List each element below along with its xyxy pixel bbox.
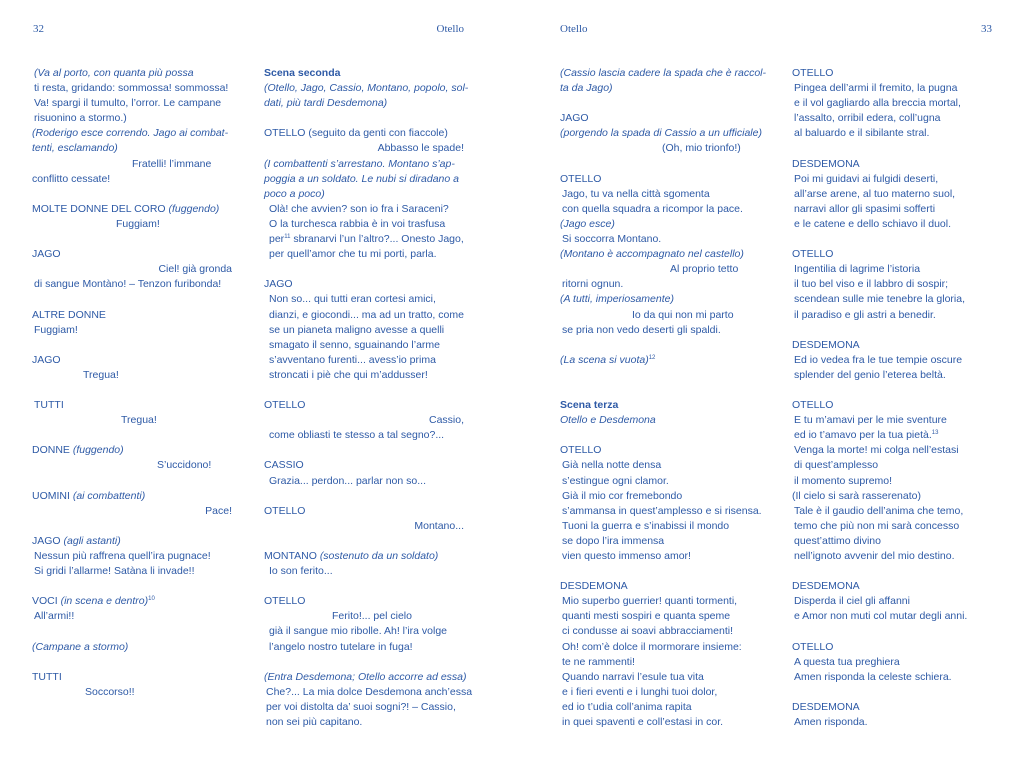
speaker: TUTTI — [34, 399, 64, 412]
verse-line: Ed io vedea fra le tue tempie oscure — [794, 353, 963, 366]
verse-line — [264, 232, 464, 247]
blank-line — [32, 474, 232, 489]
verse-line: quest’attimo divino — [794, 534, 881, 547]
blank-line — [560, 383, 760, 398]
verse-line: Tregua! — [121, 414, 157, 427]
stage-direction: (Jago esce) — [560, 217, 615, 230]
stage-direction: (porgendo la spada di Cassio a un ufficiale) — [560, 127, 762, 140]
verse-line: se pria non vedo deserti gli spaldi. — [562, 323, 721, 336]
verse-line: e Amor non muti col mutar degli anni. — [794, 610, 968, 623]
scene-title: Scena seconda — [264, 67, 341, 79]
blank-line — [32, 292, 232, 307]
verse-line: già il sangue mio ribolle. Ah! l’ira volge — [269, 625, 448, 638]
verse-line: Oh! com’è dolce il mormorare insieme: — [562, 640, 742, 653]
text-column-2 — [264, 66, 473, 730]
stage-direction: (fuggendo) — [168, 202, 220, 215]
verse-line: splender del genio l’eterea beltà. — [794, 368, 946, 381]
verse-line: per quell’amor che tu mi porti, parla. — [269, 248, 437, 261]
blank-line — [32, 338, 232, 353]
verse-line: temo che più non mi sarà concesso — [794, 519, 960, 532]
speaker: OTELLO — [792, 67, 834, 79]
speaker-name: JAGO — [32, 534, 64, 547]
verse-text: ed io t’amavo per la tua pietà. — [794, 429, 932, 442]
speaker — [32, 202, 232, 217]
verse-line: se un pianeta maligno avesse a quelli — [269, 323, 445, 336]
speaker: DESDEMONA — [792, 338, 860, 351]
verse-line: quanti mesti sospiri e quanta speme — [562, 610, 731, 623]
blank-line — [32, 624, 232, 639]
speaker-name: MOLTE DONNE DEL CORO — [32, 202, 169, 215]
footnote-ref: 12 — [648, 354, 656, 361]
verse-line: ed io t’udia coll’anima rapita — [562, 700, 692, 713]
stage-direction: Otello e Desdemona — [560, 414, 656, 427]
verse-line: ti resta, gridando: sommossa! sommossa! — [34, 82, 229, 95]
page-number: 33 — [981, 23, 992, 35]
speaker: OTELLO — [264, 595, 306, 608]
speaker: DESDEMONA — [560, 580, 628, 593]
verse-line: smagato il senno, sguainando l’arme — [269, 338, 441, 351]
verse-line: Poi mi guidavi ai fulgidi deserti, — [794, 172, 939, 185]
blank-line — [560, 564, 760, 579]
verse-line: Ferito!... pel cielo — [332, 610, 412, 623]
stage-direction: ta da Jago) — [560, 82, 613, 95]
verse-line: per voi distolta da’ suoi sogni?! – Cassio, — [266, 700, 456, 713]
verse-line: Al proprio tetto — [670, 263, 739, 276]
verse-line: Si gridi l’allarme! Satàna li invade!! — [34, 565, 195, 578]
stage-direction: (Otello, Jago, Cassio, Montano, popolo, sol- — [264, 82, 469, 95]
footnote-ref: 13 — [931, 430, 939, 437]
speaker: OTELLO — [560, 444, 602, 457]
blank-line — [264, 111, 464, 126]
stage-direction: (agli astanti) — [63, 534, 121, 547]
speaker — [32, 443, 232, 458]
stage-direction: (sostenuto da un soldato) — [319, 550, 439, 562]
verse-line: Mio superbo guerrier! quanti tormenti, — [562, 595, 738, 608]
verse-line: Amen risponda. — [794, 716, 868, 729]
speaker: OTELLO — [264, 399, 306, 412]
speaker: OTELLO — [560, 172, 602, 185]
blank-line — [560, 428, 760, 443]
verse-line: Disperda il ciel gli affanni — [794, 595, 910, 608]
verse-line: il momento supremo! — [794, 474, 893, 487]
verse-line: Pace! — [205, 504, 232, 517]
verse-line: Tregua! — [83, 368, 119, 381]
verse-line: Pingea dell’armi il fremito, la pugna — [794, 82, 958, 95]
verse-line: Fuggiam! — [116, 217, 160, 230]
verse-line: Amen risponda la celeste schiera. — [794, 670, 952, 683]
stage-direction-line — [560, 353, 760, 368]
verse-line: s’estingue ogni clamor. — [562, 474, 669, 487]
verse-line: il paradiso e gli astri a benedir. — [794, 308, 936, 321]
verse-line: Abbasso le spade! — [377, 142, 464, 155]
footnote-ref: 10 — [148, 596, 155, 603]
blank-line — [264, 579, 464, 594]
verse-line: nell’ignoto avvenir del mio destino. — [794, 550, 955, 562]
verse-line: e il vol gagliardo alla breccia mortal, — [794, 97, 961, 110]
speaker: ALTRE DONNE — [32, 308, 106, 321]
verse-line: stroncati i piè che qui m’addusser! — [269, 368, 428, 381]
verse-line: vien questo immenso amor! — [562, 550, 691, 562]
blank-line — [560, 338, 760, 353]
blank-line — [264, 443, 464, 458]
verse-line: Tale è il gaudio dell’anima che temo, — [794, 504, 964, 517]
verse-line: al baluardo e il sibilante stral. — [794, 127, 930, 140]
text-column-1 — [32, 66, 232, 700]
verse-line: All’armi!! — [34, 610, 75, 623]
blank-line — [792, 624, 992, 639]
speaker — [32, 489, 232, 504]
blank-line — [32, 579, 232, 594]
verse-line: Grazia... perdon... parlar non so... — [269, 474, 426, 487]
speaker: DESDEMONA — [792, 700, 860, 713]
verse-line: Io da qui non mi parto — [632, 308, 734, 321]
verse-line: ci condusse ai soavi abbracciamenti! — [562, 625, 734, 638]
verse-line: Va! spargi il tumulto, l’orror. Le campane — [34, 97, 222, 110]
verse-line: se dopo l’ira immensa — [562, 534, 665, 547]
blank-line — [264, 655, 464, 670]
verse-line: (Oh, mio trionfo!) — [662, 142, 741, 155]
verse-line: come obliasti te stesso a tal segno?... — [269, 429, 445, 442]
verse-line: non sei più capitano. — [266, 716, 363, 729]
page-number: 32 — [33, 23, 44, 35]
blank-line — [264, 262, 464, 277]
verse-line: Montano... — [414, 519, 464, 532]
verse-line: Si soccorra Montano. — [562, 233, 662, 246]
blank-line — [792, 323, 992, 338]
stage-direction: poco a poco) — [264, 187, 325, 200]
scene-title: Scena terza — [560, 399, 619, 412]
blank-line — [792, 383, 992, 398]
verse-line: s’ammansa in quest’amplesso e si risensa. — [562, 504, 762, 517]
verse-text: sbranarvi l’un l’altro?... Onesto Jago, — [290, 233, 464, 246]
speaker — [32, 594, 232, 609]
speaker — [264, 549, 464, 564]
running-head: Otello — [436, 23, 464, 35]
speaker: OTELLO — [792, 640, 834, 653]
stage-direction: (Roderigo esce correndo. Jago ai combat- — [32, 127, 229, 140]
stage-direction: (La scena si vuota) — [560, 353, 649, 366]
stage-direction: (Va al porto, con quanta più possa — [34, 67, 194, 79]
verse-line: Ciel! già gronda — [158, 263, 232, 276]
speaker: OTELLO (seguito da genti con fiaccole) — [264, 127, 448, 140]
verse-line: S’uccidono! — [157, 459, 212, 472]
verse-line: di sangue Montàno! – Tenzon furibonda! — [34, 278, 222, 291]
stage-direction: (A tutti, imperiosamente) — [560, 293, 674, 306]
blank-line — [792, 685, 992, 700]
verse-line: con quella squadra a ricompor la pace. — [562, 202, 743, 215]
verse-line: Già il mio cor fremebondo — [562, 489, 683, 502]
stage-direction: (Entra Desdemona; Otello accorre ad essa) — [264, 670, 467, 683]
verse-line: scendean sulle mie tenebre la gloria, — [794, 293, 966, 306]
stage-direction: (Il cielo si sarà rasserenato) — [792, 489, 921, 502]
stage-direction: (Campane a stormo) — [32, 640, 129, 653]
verse-line: risuonino a stormo.) — [34, 112, 127, 125]
stage-direction: dati, più tardi Desdemona) — [264, 97, 388, 110]
speaker: OTELLO — [264, 504, 306, 517]
verse-line: Tuoni la guerra e s’inabissi il mondo — [562, 519, 730, 532]
stage-direction: tenti, esclamando) — [32, 142, 118, 155]
verse-line: all’arse arene, al tuo materno suol, — [794, 187, 956, 200]
verse-line: Già nella notte densa — [562, 459, 662, 472]
speaker: JAGO — [560, 112, 589, 125]
verse-line: dianzi, e giocondi... ma ad un tratto, come — [269, 308, 464, 321]
verse-line: in quei spaventi e coll’estasi in cor. — [562, 716, 724, 729]
verse-line: O la turchesca rabbia è in voi trasfusa — [269, 217, 446, 230]
blank-line — [560, 368, 760, 383]
verse-line: s’avventano furenti... avess’io prima — [269, 353, 436, 366]
blank-line — [264, 489, 464, 504]
verse-line: Nessun più raffrena quell’ira pugnace! — [34, 550, 211, 562]
speaker: JAGO — [32, 353, 61, 366]
verse-line: il tuo bel viso e il labbro di sospir; — [794, 278, 949, 291]
verse-line: Olà! che avvien? son io fra i Saraceni? — [269, 202, 449, 215]
blank-line — [32, 232, 232, 247]
blank-line — [264, 383, 464, 398]
speaker: DESDEMONA — [792, 157, 860, 170]
speaker: TUTTI — [32, 670, 62, 683]
stage-direction: poggia a un soldato. Le nubi si diradano a — [264, 172, 459, 185]
speaker: DESDEMONA — [792, 580, 860, 593]
stage-direction: (in scena e dentro) — [60, 595, 149, 608]
blank-line — [32, 519, 232, 534]
stage-direction: (I combattenti s’arrestano. Montano s’ap- — [264, 157, 455, 170]
blank-line — [792, 141, 992, 156]
verse-line: Fuggiam! — [34, 323, 78, 336]
verse-line — [792, 428, 992, 443]
blank-line — [32, 428, 232, 443]
speaker — [32, 534, 232, 549]
verse-line: A questa tua preghiera — [794, 655, 900, 668]
verse-line: Jago, tu va nella città sgomenta — [562, 187, 710, 200]
verse-line: ritorni ognun. — [562, 278, 624, 291]
verse-line: Cassio, — [428, 414, 464, 427]
speaker: JAGO — [32, 248, 61, 261]
verse-line: e i fieri eventi e i lunghi tuoi dolor, — [562, 685, 718, 698]
speaker-name: VOCI — [32, 595, 61, 608]
verse-line: Soccorso!! — [85, 685, 135, 698]
right-page — [512, 0, 1024, 768]
blank-line — [32, 383, 232, 398]
verse-line: narravi allor gli spasimi sofferti — [794, 202, 936, 215]
blank-line — [32, 655, 232, 670]
blank-line — [32, 187, 232, 202]
stage-direction: (fuggendo) — [72, 444, 124, 457]
verse-text: per — [269, 233, 285, 246]
blank-line — [264, 534, 464, 549]
verse-line: Ingentilia di lagrime l’istoria — [794, 263, 921, 276]
verse-line: Fratelli! l’immane — [132, 157, 212, 170]
blank-line — [792, 232, 992, 247]
speaker-name: MONTANO — [264, 550, 320, 562]
verse-line: l’assalto, orribil edera, coll’ugna — [794, 112, 941, 125]
verse-line: e le catene e dello schiavo il duol. — [794, 217, 952, 230]
verse-line: di quest’amplesso — [794, 459, 879, 472]
blank-line — [792, 564, 992, 579]
verse-line: Che?... La mia dolce Desdemona anch’essa — [266, 685, 473, 698]
speaker-name: UOMINI — [32, 489, 73, 502]
verse-line: Quando narravi l’esule tua vita — [562, 670, 704, 683]
verse-line: Non so... qui tutti eran cortesi amici, — [269, 293, 436, 306]
verse-line: te ne rammenti! — [562, 655, 635, 668]
verse-line: Io son ferito... — [269, 565, 333, 578]
speaker-name: DONNE — [32, 444, 73, 457]
speaker: OTELLO — [792, 248, 834, 261]
running-head: Otello — [560, 23, 588, 35]
blank-line — [560, 96, 760, 111]
stage-direction: (ai combattenti) — [72, 489, 146, 502]
verse-line: E tu m’amavi per le mie sventure — [794, 414, 947, 427]
speaker: OTELLO — [792, 399, 834, 412]
speaker: CASSIO — [264, 459, 304, 472]
verse-line: conflitto cessate! — [32, 172, 111, 185]
text-column-4 — [792, 66, 992, 730]
speaker: JAGO — [264, 278, 293, 291]
verse-line: Venga la morte! mi colga nell’estasi — [794, 444, 959, 457]
blank-line — [560, 157, 760, 172]
stage-direction: (Cassio lascia cadere la spada che è raccol- — [560, 67, 767, 79]
footnote-ref: 11 — [284, 234, 291, 241]
text-column-3 — [560, 66, 767, 730]
stage-direction: (Montano è accompagnato nel castello) — [560, 248, 744, 261]
verse-line: l’angelo nostro tutelare in fuga! — [269, 640, 413, 653]
